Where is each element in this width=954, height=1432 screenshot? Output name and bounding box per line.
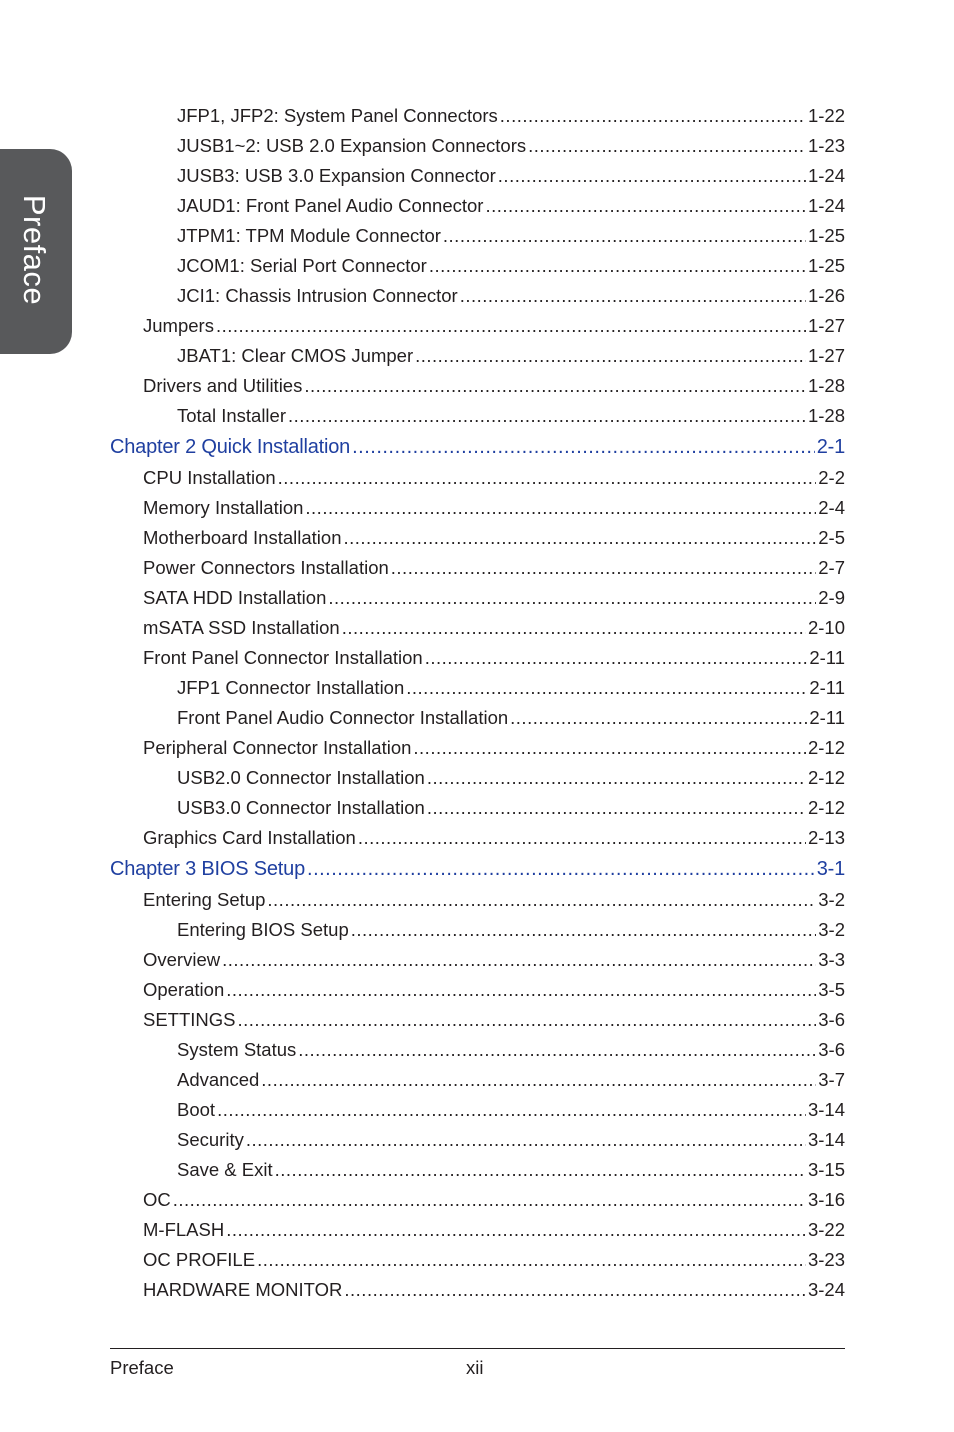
toc-dot-leader (226, 975, 816, 1005)
toc-entry[interactable] (110, 975, 845, 1005)
toc-dot-leader (222, 945, 816, 975)
toc-entry-page: 2-12 (807, 737, 845, 758)
toc-entry-title: Save & Exit (177, 1159, 273, 1180)
toc-entry[interactable] (110, 1155, 845, 1185)
toc-entry-page: 1-22 (807, 105, 845, 126)
toc-entry-page: 3-16 (807, 1189, 845, 1210)
toc-dot-leader (443, 221, 806, 251)
toc-entry-title: Operation (143, 979, 225, 1000)
toc-dot-leader (304, 371, 806, 401)
toc-entry-title: HARDWARE MONITOR (143, 1279, 343, 1300)
toc-entry[interactable] (110, 1125, 845, 1155)
toc-entry-page: 3-24 (807, 1279, 845, 1300)
toc-entry[interactable] (110, 1095, 845, 1125)
toc-dot-leader (427, 763, 806, 793)
toc-entry-title: Total Installer (177, 405, 286, 426)
toc-entry-page: 3-1 (816, 858, 845, 880)
toc-entry[interactable] (110, 101, 845, 131)
toc-dot-leader (429, 251, 806, 281)
toc-entry[interactable] (110, 945, 845, 975)
toc-dot-leader (278, 463, 817, 493)
toc-entry-title: System Status (177, 1039, 297, 1060)
toc-entry-title: JUSB1~2: USB 2.0 Expansion Connectors (177, 135, 527, 156)
toc-entry[interactable] (110, 733, 845, 763)
toc-entry-page: 2-13 (807, 827, 845, 848)
toc-entry-page: 1-27 (807, 315, 845, 336)
toc-entry[interactable] (110, 1245, 845, 1275)
toc-dot-leader (391, 553, 816, 583)
toc-entry-page: 2-1 (816, 436, 845, 458)
toc-entry-title: OC PROFILE (143, 1249, 256, 1270)
toc-entry[interactable] (110, 763, 845, 793)
toc-entry-title: Entering BIOS Setup (177, 919, 349, 940)
toc-entry[interactable] (110, 793, 845, 823)
toc-entry-title: SETTINGS (143, 1009, 236, 1030)
toc-entry[interactable] (110, 1275, 845, 1305)
toc-dot-leader (510, 703, 807, 733)
toc-dot-leader (413, 733, 806, 763)
toc-entry-title: JFP1 Connector Installation (177, 677, 405, 698)
toc-entry-title: M-FLASH (143, 1219, 225, 1240)
toc-entry-page: 1-28 (807, 405, 845, 426)
toc-entry[interactable] (110, 613, 845, 643)
toc-entry[interactable] (110, 341, 845, 371)
toc-entry-title: Security (177, 1129, 244, 1150)
toc-entry-page: 2-10 (807, 617, 845, 638)
toc-entry-page: 2-11 (809, 677, 845, 698)
toc-entry-title: Boot (177, 1099, 216, 1120)
toc-dot-leader (485, 191, 806, 221)
toc-dot-leader (427, 793, 806, 823)
toc-entry-title: JUSB3: USB 3.0 Expansion Connector (177, 165, 496, 186)
toc-entry-page: 1-25 (807, 255, 845, 276)
toc-entry-page: 2-11 (809, 647, 845, 668)
toc-dot-leader (344, 1275, 806, 1305)
toc-entry-page: 2-12 (807, 797, 845, 818)
toc-entry-page: 3-22 (807, 1219, 845, 1240)
toc-entry[interactable] (110, 885, 845, 915)
toc-entry-page: 3-6 (818, 1009, 845, 1030)
toc-dot-leader (460, 281, 806, 311)
toc-entry-page: 1-25 (807, 225, 845, 246)
toc-entry-title: Chapter 2 Quick Installation (110, 436, 351, 458)
toc-dot-leader (406, 673, 807, 703)
toc-dot-leader (246, 1125, 806, 1155)
toc-dot-leader (288, 401, 806, 431)
toc-dot-leader (267, 885, 816, 915)
toc-entry-title: Motherboard Installation (143, 527, 342, 548)
footer-page-number: xii (466, 1357, 484, 1378)
footer-divider (110, 1348, 845, 1349)
toc-dot-leader (343, 523, 816, 553)
toc-entry-title: Advanced (177, 1069, 260, 1090)
toc-entry[interactable] (110, 673, 845, 703)
toc-dot-leader (328, 583, 816, 613)
toc-dot-leader (528, 131, 806, 161)
toc-dot-leader (307, 853, 815, 885)
toc-dot-leader (415, 341, 806, 371)
toc-entry-page: 2-7 (818, 557, 845, 578)
table-of-contents (110, 101, 845, 1305)
toc-dot-leader (226, 1215, 806, 1245)
toc-entry-page: 1-28 (807, 375, 845, 396)
toc-entry-title: Graphics Card Installation (143, 827, 356, 848)
toc-entry-title: Entering Setup (143, 889, 266, 910)
toc-entry[interactable] (110, 703, 845, 733)
toc-entry-title: SATA HDD Installation (143, 587, 327, 608)
toc-entry-page: 2-12 (807, 767, 845, 788)
toc-entry-page: 3-14 (807, 1099, 845, 1120)
toc-dot-leader (261, 1065, 816, 1095)
toc-entry-title: USB2.0 Connector Installation (177, 767, 425, 788)
toc-entry-title: Jumpers (143, 315, 214, 336)
toc-dot-leader (498, 161, 806, 191)
toc-entry[interactable] (110, 583, 845, 613)
toc-entry-page: 2-4 (818, 497, 845, 518)
toc-entry-page: 3-7 (818, 1069, 845, 1090)
toc-entry-page: 2-11 (809, 707, 845, 728)
toc-entry-title: JFP1, JFP2: System Panel Connectors (177, 105, 498, 126)
toc-entry-title: mSATA SSD Installation (143, 617, 340, 638)
toc-entry-title: Peripheral Connector Installation (143, 737, 412, 758)
toc-entry[interactable] (110, 311, 845, 341)
toc-dot-leader (275, 1155, 806, 1185)
toc-entry-page: 3-2 (818, 919, 845, 940)
toc-entry-page: 3-14 (807, 1129, 845, 1150)
toc-dot-leader (305, 493, 816, 523)
toc-dot-leader (352, 431, 815, 463)
toc-entry-page: 3-2 (818, 889, 845, 910)
toc-entry[interactable] (110, 643, 845, 673)
toc-entry[interactable] (110, 1005, 845, 1035)
toc-entry-page: 2-9 (818, 587, 845, 608)
toc-entry[interactable] (110, 281, 845, 311)
toc-entry-title: USB3.0 Connector Installation (177, 797, 425, 818)
toc-entry-page: 1-24 (807, 195, 845, 216)
toc-entry-page: 3-3 (818, 949, 845, 970)
toc-dot-leader (425, 643, 808, 673)
toc-entry-title: JCOM1: Serial Port Connector (177, 255, 427, 276)
toc-entry[interactable] (110, 463, 845, 493)
toc-entry-title: Chapter 3 BIOS Setup (110, 858, 306, 880)
toc-entry[interactable] (110, 161, 845, 191)
toc-entry[interactable] (110, 1065, 845, 1095)
toc-entry-title: Drivers and Utilities (143, 375, 303, 396)
toc-entry-page: 1-26 (807, 285, 845, 306)
toc-dot-leader (500, 101, 806, 131)
toc-dot-leader (342, 613, 806, 643)
toc-dot-leader (358, 823, 806, 853)
toc-entry[interactable] (110, 191, 845, 221)
toc-entry[interactable] (110, 1215, 845, 1245)
toc-entry[interactable] (110, 1185, 845, 1215)
toc-chapter-entry[interactable] (110, 853, 845, 885)
toc-entry-title: Front Panel Connector Installation (143, 647, 423, 668)
toc-entry[interactable] (110, 493, 845, 523)
toc-entry-page: 1-27 (807, 345, 845, 366)
toc-entry-page: 1-23 (807, 135, 845, 156)
toc-entry-page: 2-2 (818, 467, 845, 488)
toc-entry-title: JCI1: Chassis Intrusion Connector (177, 285, 458, 306)
toc-dot-leader (217, 1095, 806, 1125)
toc-entry-title: Front Panel Audio Connector Installation (177, 707, 509, 728)
toc-entry[interactable] (110, 251, 845, 281)
toc-entry-title: Power Connectors Installation (143, 557, 389, 578)
toc-dot-leader (216, 311, 806, 341)
toc-entry[interactable] (110, 915, 845, 945)
toc-entry[interactable] (110, 221, 845, 251)
section-tab-label: Preface (17, 194, 52, 306)
toc-entry[interactable] (110, 131, 845, 161)
toc-entry-title: JAUD1: Front Panel Audio Connector (177, 195, 484, 216)
toc-entry-title: Overview (143, 949, 221, 970)
toc-entry-page: 3-23 (807, 1249, 845, 1270)
toc-entry[interactable] (110, 401, 845, 431)
toc-chapter-entry[interactable] (110, 431, 845, 463)
toc-entry-title: JTPM1: TPM Module Connector (177, 225, 441, 246)
toc-dot-leader (257, 1245, 806, 1275)
toc-entry[interactable] (110, 371, 845, 401)
toc-dot-leader (238, 1005, 817, 1035)
toc-entry-page: 2-5 (818, 527, 845, 548)
footer-section-name: Preface (110, 1357, 174, 1378)
toc-entry-page: 3-6 (818, 1039, 845, 1060)
toc-entry-page: 3-15 (807, 1159, 845, 1180)
toc-entry-page: 3-5 (818, 979, 845, 1000)
toc-dot-leader (173, 1185, 806, 1215)
toc-entry-title: CPU Installation (143, 467, 276, 488)
toc-entry[interactable] (110, 553, 845, 583)
toc-entry[interactable] (110, 823, 845, 853)
toc-entry-title: JBAT1: Clear CMOS Jumper (177, 345, 414, 366)
toc-dot-leader (351, 915, 817, 945)
toc-entry-page: 1-24 (807, 165, 845, 186)
toc-entry-title: OC (143, 1189, 171, 1210)
toc-entry[interactable] (110, 1035, 845, 1065)
toc-entry[interactable] (110, 523, 845, 553)
toc-entry-title: Memory Installation (143, 497, 304, 518)
toc-dot-leader (298, 1035, 816, 1065)
